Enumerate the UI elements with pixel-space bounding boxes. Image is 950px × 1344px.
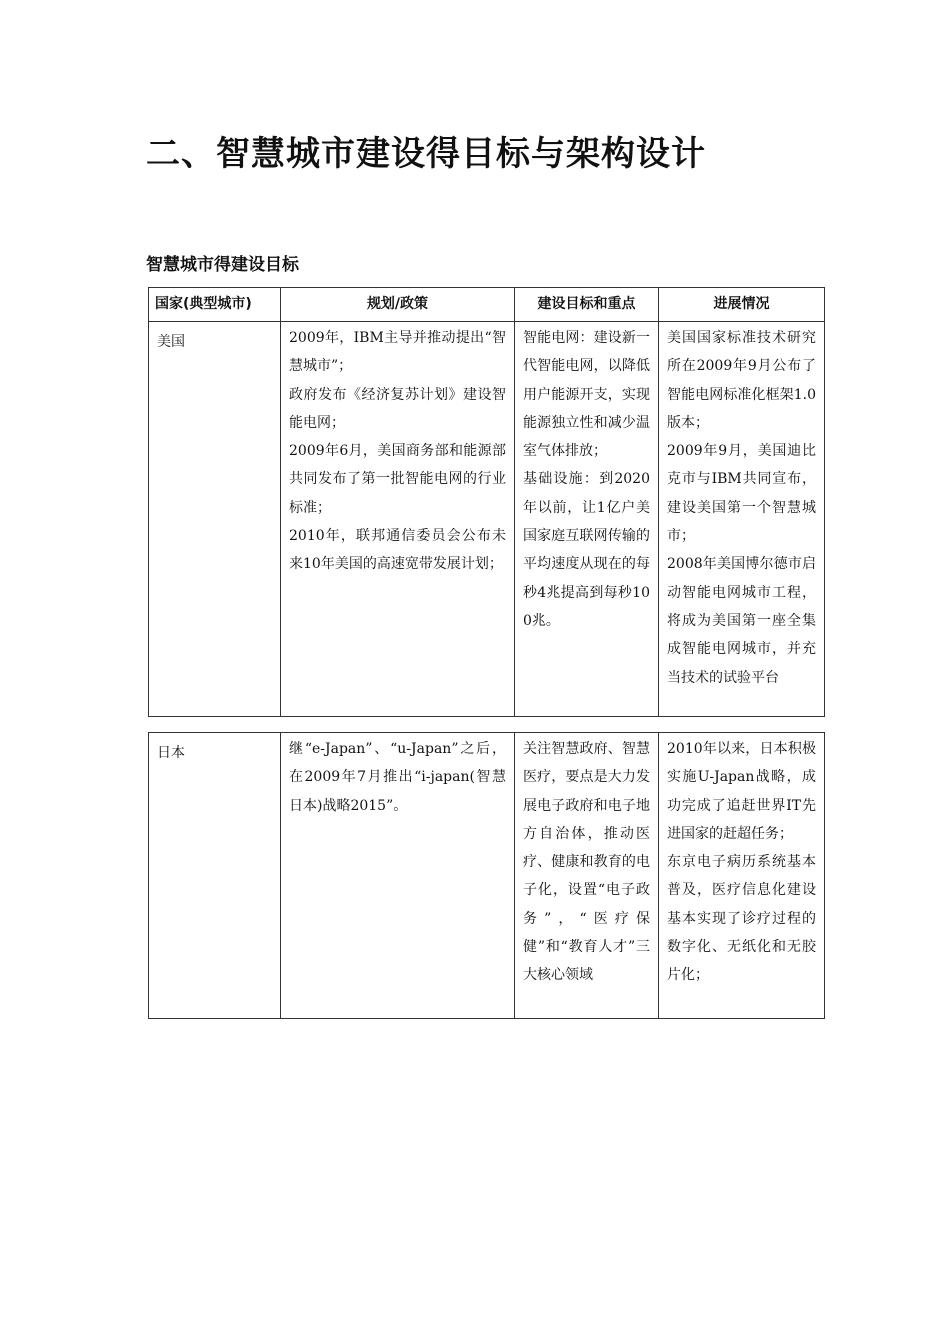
goals-cell [515,322,659,717]
policy-line: 政府发布《经济复苏计划》建设智能电网； [289,386,506,431]
table-row-japan [149,733,825,1019]
policy-line: 继“e-Japan”、“u-Japan”之后，在2009年7月推出“i-japan(智慧日本)战略2015”。 [289,741,506,814]
progress-line: 美国国家标准技术研究所在2009年9月公布了智能电网标准化框架1.0版本； [667,330,816,431]
section-title: 智慧城市得建设目标 [146,255,299,275]
header-policy: 规划/政策 [281,288,515,322]
page-heading: 二、智慧城市建设得目标与架构设计 [146,134,706,174]
progress-cell [659,322,825,717]
header-goals: 建设目标和重点 [515,288,659,322]
goals-line: 智能电网：建设新一代智能电网，以降低用户能源开支，实现能源独立性和减少温室气体排放； [523,330,650,460]
table-row-usa [149,322,825,717]
goals-cell [515,733,659,1019]
policy-cell [281,322,515,717]
policy-line: 2010年，联邦通信委员会公布未来10年美国的高速宽带发展计划； [289,528,506,573]
country-cell: 美国 [149,322,281,717]
goals-line: 基础设施：到2020年以前，让1亿户美国家庭互联网传输的平均速度从现在的每秒4兆提高到每秒100兆。 [523,471,650,629]
progress-line: 2008年美国博尔德市启动智能电网城市工程，将成为美国第一座全集成智能电网城市，并充当技术的试验平台 [667,556,816,686]
header-progress: 进展情况 [659,288,825,322]
progress-line: 2009年9月，美国迪比克市与IBM共同宣布，建设美国第一个智慧城市； [667,443,816,545]
progress-cell [659,733,825,1019]
goals-table-part-1 [148,287,825,717]
goals-table-part-2 [148,732,825,1019]
policy-line: 2009年6月，美国商务部和能源部共同发布了第一批智能电网的行业标准； [289,443,506,516]
country-cell: 日本 [149,733,281,1019]
header-country: 国家(典型城市) [149,288,281,322]
goals-line: 关注智慧政府、智慧医疗，要点是大力发展电子政府和电子地方自治体，推动医疗、健康和教育的电子化，设置“电子政务”，“医疗保健”和“教育人才”三大核心领域 [523,741,650,984]
progress-line: 东京电子病历系统基本普及，医疗信息化建设基本实现了诊疗过程的数字化、无纸化和无胶片化； [667,854,816,984]
table-header-row [149,288,825,322]
policy-line: 2009年，IBM主导并推动提出“智慧城市”； [289,330,506,375]
progress-line: 2010年以来，日本积极实施U-Japan战略，成功完成了追赶世界IT先进国家的赶超任务； [667,741,816,842]
policy-cell [281,733,515,1019]
